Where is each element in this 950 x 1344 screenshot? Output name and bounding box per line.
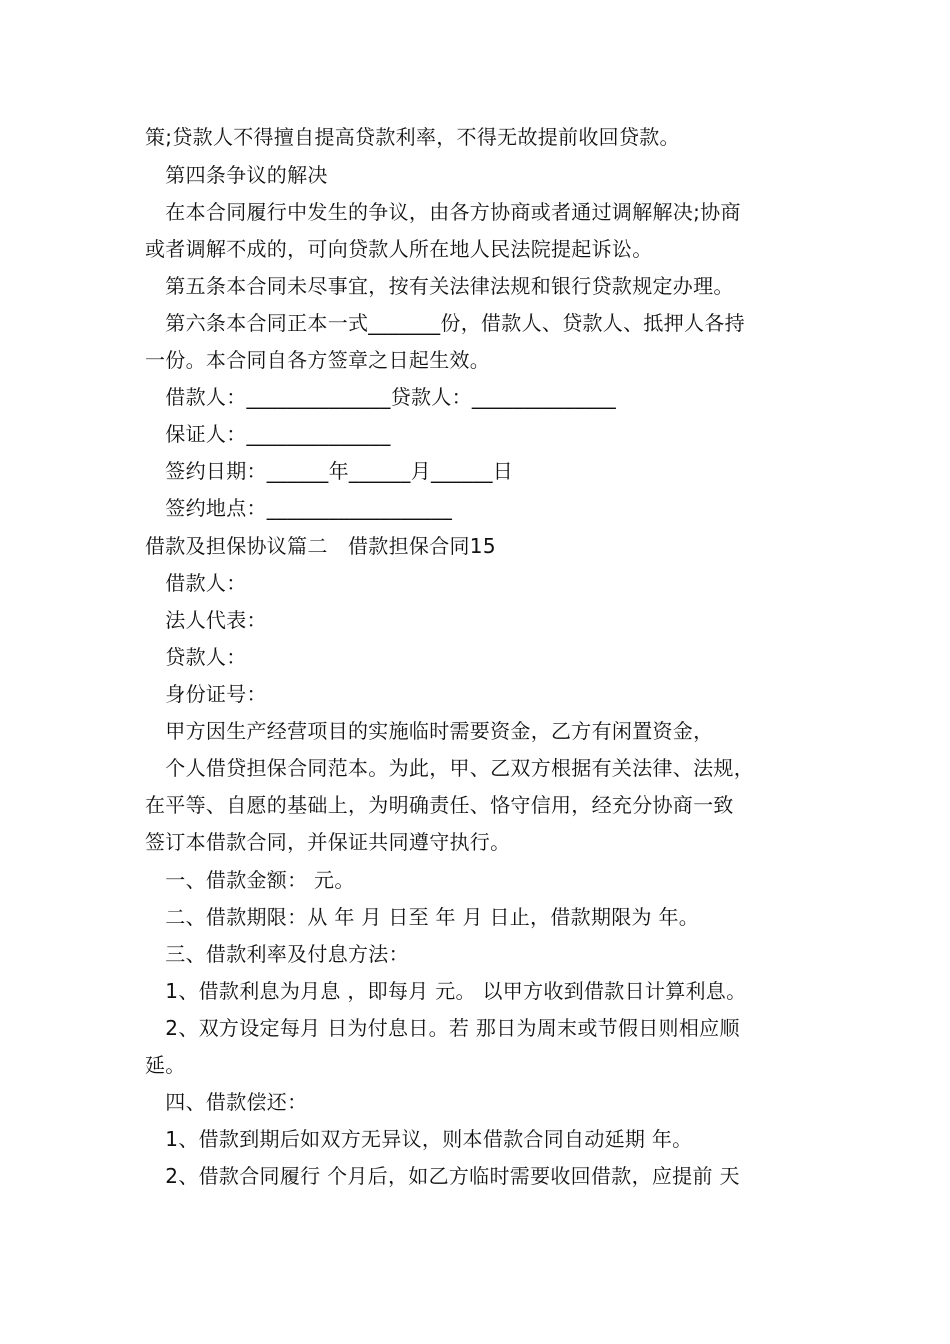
clause-loan-amount: 一、借款金额： 元。 (145, 868, 355, 892)
clause-item: 1、借款到期后如双方无异议，则本借款合同自动延期 年。 (145, 1127, 693, 1151)
text-line: 第六条本合同正本一式_______份，借款人、贷款人、抵押人各持 (145, 311, 745, 335)
section-heading: 第四条争议的解决 (145, 163, 328, 187)
signing-date-line: 签约日期：______年______月______日 (145, 459, 514, 483)
clause-repayment-heading: 四、借款偿还： (145, 1090, 308, 1114)
text-line: 或者调解不成的，可向贷款人所在地人民法院提起诉讼。 (145, 237, 653, 261)
text-line: 个人借贷担保合同范本。为此，甲、乙双方根据有关法律、法规， (145, 756, 754, 780)
party-field-lender: 贷款人： (145, 645, 247, 669)
document-section-title: 借款及担保协议篇二 借款担保合同15 (145, 534, 496, 558)
party-field-borrower: 借款人： (145, 571, 247, 595)
text-line: 在本合同履行中发生的争议，由各方协商或者通过调解解决;协商 (145, 200, 741, 224)
text-line: 签订本借款合同，并保证共同遵守执行。 (145, 830, 511, 854)
text-line: 在平等、自愿的基础上，为明确责任、恪守信用，经充分协商一致 (145, 793, 734, 817)
signing-place-line: 签约地点：__________________ (145, 496, 453, 520)
party-field-legal-representative: 法人代表： (145, 608, 267, 632)
clause-loan-term: 二、借款期限：从 年 月 日至 年 月 日止，借款期限为 年。 (145, 905, 700, 929)
text-line: 一份。本合同自各方签章之日起生效。 (145, 348, 491, 372)
signature-line-borrower-lender: 借款人：______________贷款人：______________ (145, 385, 617, 409)
clause-item: 1、借款利息为月息 ，即每月 元。 以甲方收到借款日计算利息。 (145, 979, 747, 1003)
signature-line-guarantor: 保证人：______________ (145, 422, 391, 446)
text-line: 第五条本合同未尽事宜，按有关法律法规和银行贷款规定办理。 (145, 274, 734, 298)
party-field-id-number: 身份证号： (145, 682, 267, 706)
clause-interest-heading: 三、借款利率及付息方法： (145, 942, 409, 966)
clause-item: 2、双方设定每月 日为付息日。若 那日为周末或节假日则相应顺 (145, 1016, 740, 1040)
text-line: 延。 (145, 1053, 186, 1077)
text-line: 策;贷款人不得擅自提高贷款利率，不得无故提前收回贷款。 (145, 125, 680, 149)
clause-item: 2、借款合同履行 个月后，如乙方临时需要收回借款，应提前 天 (145, 1164, 740, 1188)
text-line: 甲方因生产经营项目的实施临时需要资金，乙方有闲置资金， (145, 719, 714, 743)
